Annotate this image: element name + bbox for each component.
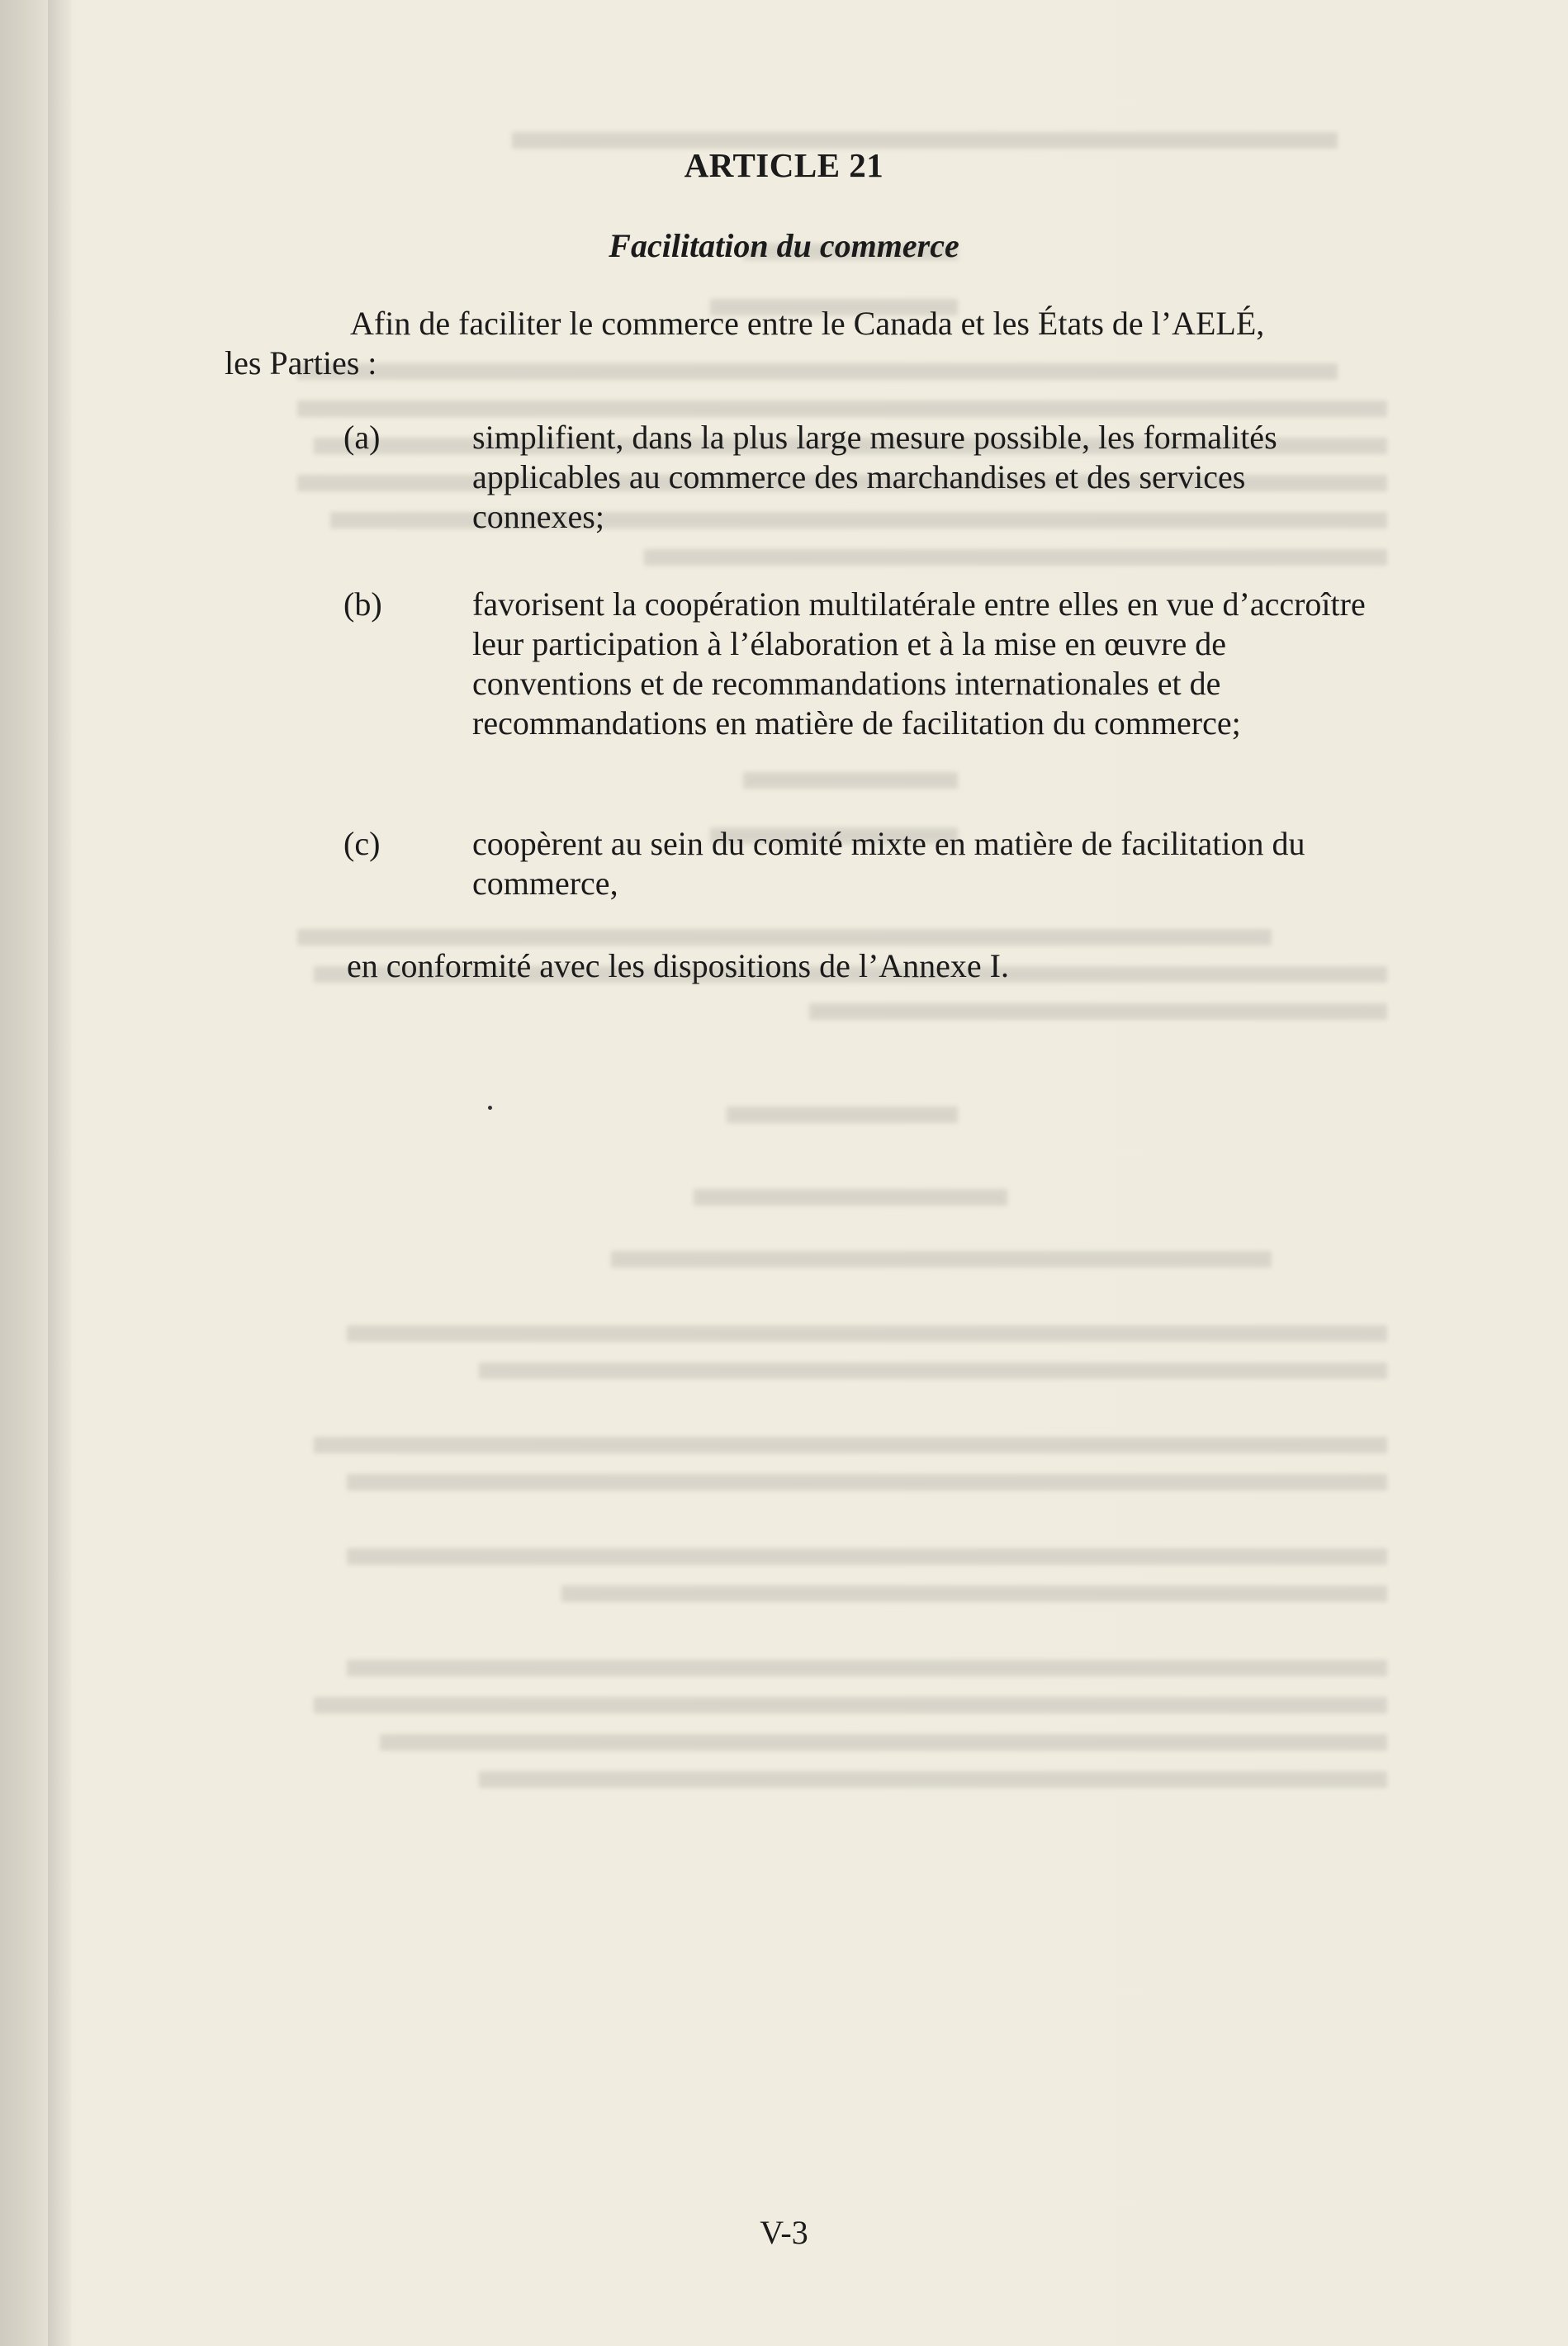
intro-paragraph (225, 304, 1348, 383)
binding-shadow (48, 0, 71, 2346)
article-heading: ARTICLE 21 (684, 146, 884, 184)
paper-speck (488, 1106, 492, 1110)
show-through-text (206, 116, 1387, 1916)
intro-line-1: Afin de faciliter le commerce entre le Canada et les États de l’AELÉ, (350, 305, 1265, 342)
closing-line: en conformité avec les dispositions de l’Annexe I. (347, 947, 1009, 984)
item-label: (c) (343, 825, 381, 862)
item-label: (a) (343, 419, 381, 456)
item-text: simplifient, dans la plus large mesure possible, les formalités applicables au commerce des marchandises et des services connexes; (472, 419, 1277, 535)
item-text: favorisent la coopération multilatérale entre elles en vue d’accroître leur participation à l’élaboration et à la mise en œuvre de conventions et de recommandations internationales et de recommandations en matière de facilitation du commerce; (472, 585, 1366, 742)
item-text: coopèrent au sein du comité mixte en matière de facilitation du commerce, (472, 825, 1305, 902)
article-subheading: Facilitation du commerce (609, 227, 959, 264)
item-label: (b) (343, 585, 382, 623)
page-number: V-3 (760, 2214, 808, 2251)
intro-line-2: les Parties : (225, 344, 377, 382)
